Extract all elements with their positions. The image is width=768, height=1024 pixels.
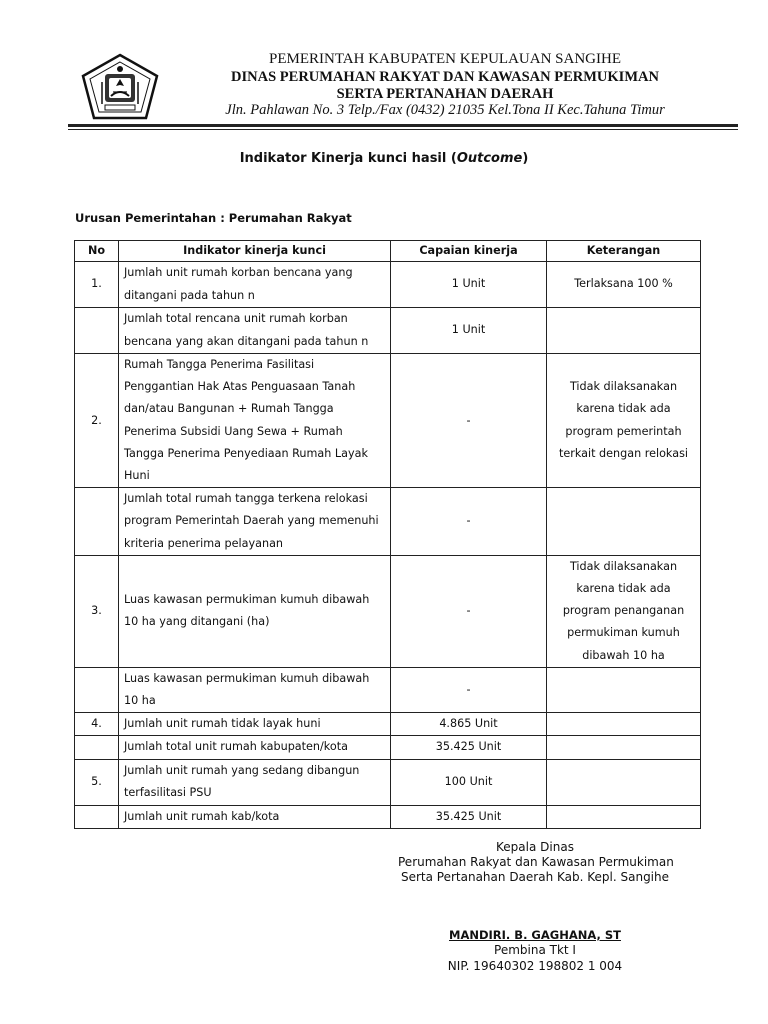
table-row (75, 308, 701, 354)
header-agency-name: DINAS PERUMAHAN RAKYAT DAN KAWASAN PERMUKIMAN (231, 69, 659, 85)
table-row (75, 555, 701, 667)
row-number: 4. (75, 713, 119, 736)
row-capaian: - (391, 354, 547, 488)
row-capaian: 100 Unit (391, 759, 547, 805)
row-capaian: 1 Unit (391, 262, 547, 308)
row-capaian: 1 Unit (391, 308, 547, 354)
signature-agency: Perumahan Rakyat dan Kawasan Permukiman (398, 855, 674, 869)
table-row (75, 667, 701, 712)
row-indikator: Jumlah total rumah tangga terkena relokasi program Pemerintah Daerah yang memenuhi kriteria penerima pelayanan (119, 488, 391, 556)
header-indikator: Indikator kinerja kunci (119, 241, 391, 262)
header-government-name: PEMERINTAH KABUPATEN KEPULAUAN SANGIHE (268, 51, 621, 67)
regency-crest-emblem-icon (80, 52, 160, 120)
row-keterangan (547, 759, 701, 805)
row-capaian: 35.425 Unit (391, 736, 547, 759)
row-capaian: 35.425 Unit (391, 805, 547, 828)
header-capaian: Capaian kinerja (391, 241, 547, 262)
header-agency-name-cont: SERTA PERTANAHAN DAERAH (336, 86, 554, 102)
row-indikator: Jumlah unit rumah tidak layak huni (119, 713, 391, 736)
row-indikator: Jumlah unit rumah kab/kota (119, 805, 391, 828)
signatory-name: MANDIRI. B. GAGHANA, ST (449, 928, 621, 942)
row-indikator: Jumlah unit rumah korban bencana yang ditangani pada tahun n (119, 262, 391, 308)
signature-position: Kepala Dinas (496, 840, 574, 854)
row-indikator: Jumlah total rencana unit rumah korban bencana yang akan ditangani pada tahun n (119, 308, 391, 354)
row-capaian: - (391, 488, 547, 556)
row-keterangan (547, 713, 701, 736)
row-number (75, 308, 119, 354)
row-indikator: Luas kawasan permukiman kumuh dibawah 10 ha (119, 667, 391, 712)
row-keterangan (547, 736, 701, 759)
table-row (75, 354, 701, 488)
row-indikator: Luas kawasan permukiman kumuh dibawah 10 ha yang ditangani (ha) (119, 555, 391, 667)
header-keterangan: Keterangan (547, 241, 701, 262)
row-keterangan (547, 308, 701, 354)
row-number: 2. (75, 354, 119, 488)
table-row (75, 488, 701, 556)
row-keterangan: Terlaksana 100 % (547, 262, 701, 308)
row-keterangan (547, 805, 701, 828)
table-row (75, 805, 701, 828)
row-number (75, 805, 119, 828)
table-header-row (75, 241, 701, 262)
row-keterangan: Tidak dilaksanakan karena tidak ada program penanganan permukiman kumuh dibawah 10 ha (547, 555, 701, 667)
row-keterangan (547, 488, 701, 556)
table-row (75, 713, 701, 736)
row-indikator: Jumlah unit rumah yang sedang dibangun terfasilitasi PSU (119, 759, 391, 805)
table-row (75, 736, 701, 759)
table-row (75, 759, 701, 805)
title-italic: Outcome (456, 151, 523, 166)
signatory-rank: Pembina Tkt I (494, 943, 576, 957)
row-capaian: - (391, 667, 547, 712)
document-title: Indikator Kinerja kunci hasil (Outcome) (239, 151, 529, 166)
row-number (75, 488, 119, 556)
row-capaian: 4.865 Unit (391, 713, 547, 736)
row-indikator: Jumlah total unit rumah kabupaten/kota (119, 736, 391, 759)
letterhead-divider-thin (68, 129, 738, 130)
header-address: Jln. Pahlawan No. 3 Telp./Fax (0432) 21035 Kel.Tona II Kec.Tahuna Timur (225, 102, 665, 118)
row-indikator: Rumah Tangga Penerima Fasilitasi Penggantian Hak Atas Penguasaan Tanah dan/atau Bangunan + Rumah Tangga Penerima Subsidi Uang Sewa + Rumah Tangga Penerima Penyediaan Rumah Layak Huni (119, 354, 391, 488)
signature-agency-cont: Serta Pertanahan Daerah Kab. Kepl. Sangihe (400, 870, 670, 884)
urusan-label: Urusan Pemerintahan : Perumahan Rakyat (75, 211, 352, 225)
row-number (75, 736, 119, 759)
row-number: 3. (75, 555, 119, 667)
header-no: No (75, 241, 119, 262)
signatory-nip: NIP. 19640302 198802 1 004 (447, 959, 623, 973)
row-number: 5. (75, 759, 119, 805)
table-row (75, 262, 701, 308)
row-capaian: - (391, 555, 547, 667)
letterhead-divider (68, 124, 738, 127)
row-number (75, 667, 119, 712)
row-keterangan: Tidak dilaksanakan karena tidak ada program pemerintah terkait dengan relokasi (547, 354, 701, 488)
row-number: 1. (75, 262, 119, 308)
row-keterangan (547, 667, 701, 712)
indicator-table (74, 240, 701, 829)
